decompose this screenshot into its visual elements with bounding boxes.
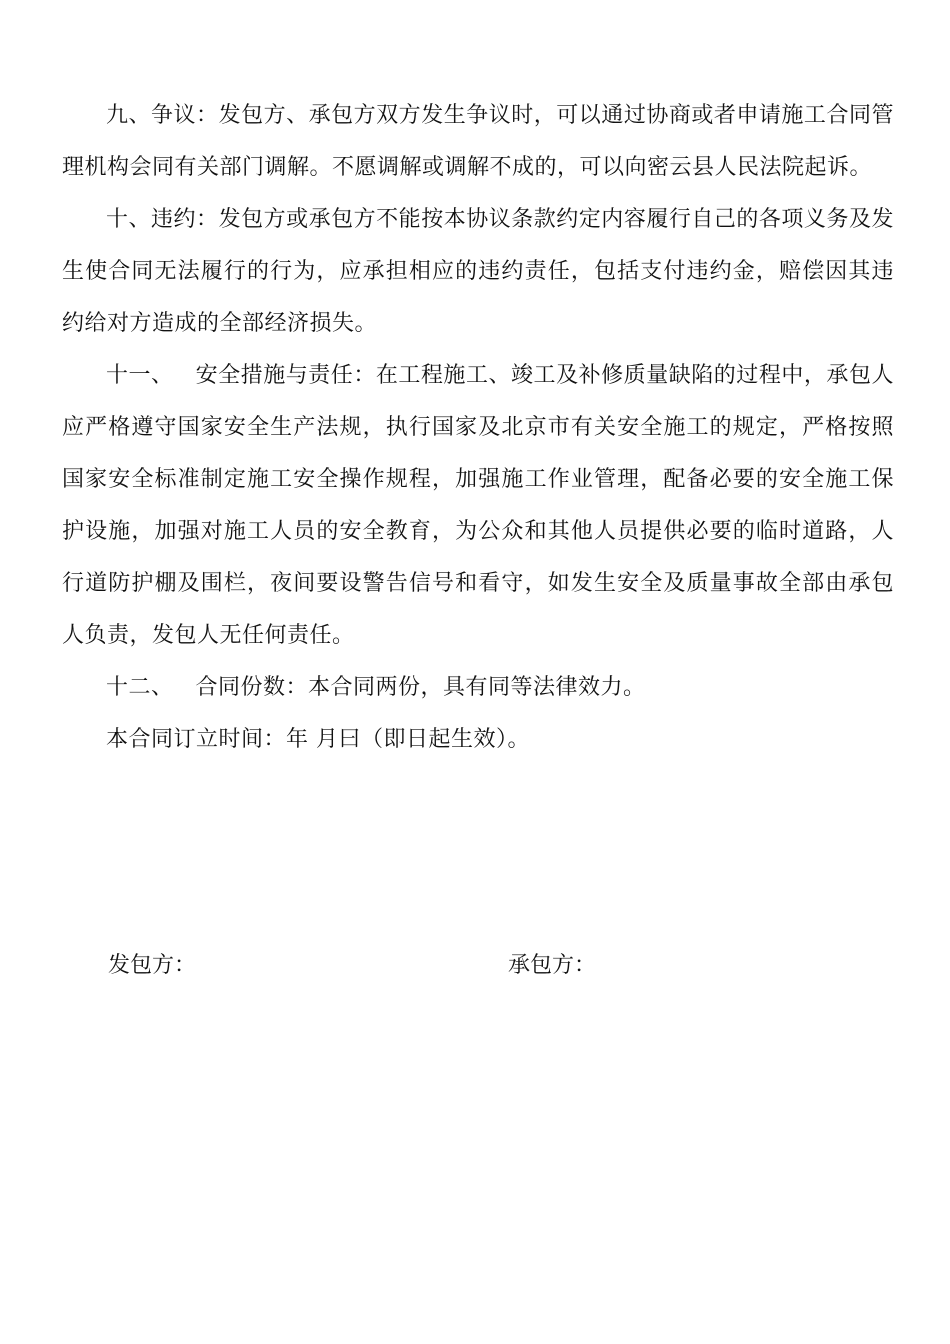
clause-text: 安全措施与责任：在工程施工、竣工及补修质量缺陷的过程中，承包人应严格遵守国家安全生产法规，执行国家及北京市有关安全施工的规定，严格按照国家安全标准制定施工安全操作规程，加强施工作业管理，配备必要的安全施工保护设施，加强对施工人员的安全教育，为公众和其他人员提供必要的临时道路，人行道防护棚及围栏，夜间要设警告信号和看守，如发生安全及质量事故全部由承包人负责，发包人无任何责任。 (62, 363, 894, 648)
signing-date: 本合同订立时间：年 月曰（即日起生效）。 (106, 727, 530, 752)
clause-text: 争议：发包方、承包方双方发生争议时，可以通过协商或者申请施工合同管理机构会同有关部门调解。不愿调解或调解不成的，可以向密云县人民法院起诉。 (62, 103, 894, 180)
clause-text: 合同份数：本合同两份，具有同等法律效力。 (195, 675, 646, 700)
contract-body (62, 90, 894, 766)
clause-10 (62, 194, 894, 350)
clause-text: 违约：发包方或承包方不能按本协议条款约定内容履行自己的各项义务及发生使合同无法履行的行为，应承担相应的违约责任，包括支付违约金，赔偿因其违约给对方造成的全部经济损失。 (62, 207, 894, 336)
clause-11 (62, 350, 894, 662)
clause-number: 十一、 (106, 363, 174, 388)
clause-12 (62, 662, 894, 714)
contractor-signature-label: 承包方： (508, 953, 597, 978)
signature-row (0, 940, 950, 992)
clause-number: 九、 (106, 103, 152, 128)
clause-number: 十二、 (106, 675, 174, 700)
clause-9 (62, 90, 894, 194)
clause-number: 十、 (106, 207, 152, 232)
issuer-signature-label: 发包方： (108, 953, 197, 978)
